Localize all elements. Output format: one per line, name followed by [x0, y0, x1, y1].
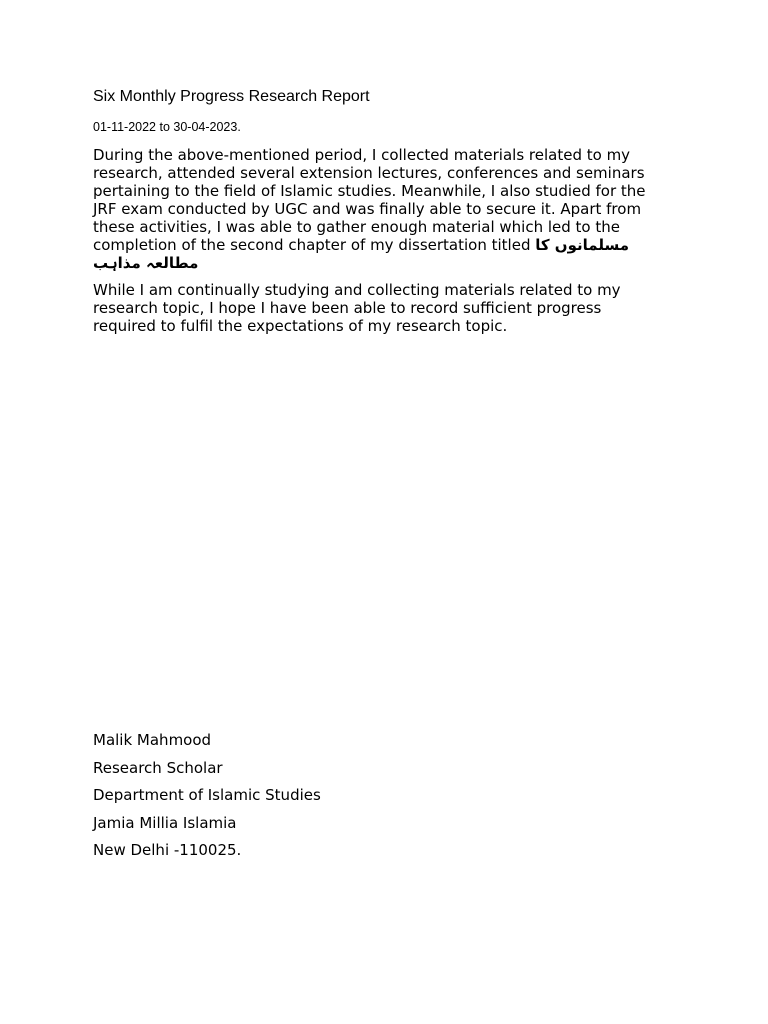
report-title: Six Monthly Progress Research Report	[93, 88, 370, 105]
conclusion-paragraph: While I am continually studying and collecting materials related to my research topic, I hope I have been able to record sufficient progress required to fulfil the expectations of my research topic.	[93, 281, 621, 335]
scholar-name: Malik Mahmood	[93, 731, 212, 749]
signature-block	[93, 731, 493, 869]
progress-paragraph-text: During the above-mentioned period, I collected materials related to my research, attended several extension lectures, conferences and seminars pertaining to the field of Islamic studies. Meanwhile, I also studied for the JRF exam conducted by UGC and was finally able to secure it. Apart from these activities, I was able to gather enough material which led to the completion of the second chapter of my dissertation titled	[93, 146, 646, 254]
report-date-range: 01-11-2022 to 30-04-2023.	[93, 120, 241, 134]
dissertation-title: مسلمانوں کا مطالعہ مذاہب	[93, 236, 630, 272]
progress-paragraph	[93, 146, 668, 272]
department-name: Department of Islamic Studies	[93, 786, 321, 804]
postal-address: New Delhi -110025.	[93, 841, 242, 859]
institution-name: Jamia Millia Islamia	[93, 813, 237, 832]
scholar-designation: Research Scholar	[93, 758, 223, 777]
